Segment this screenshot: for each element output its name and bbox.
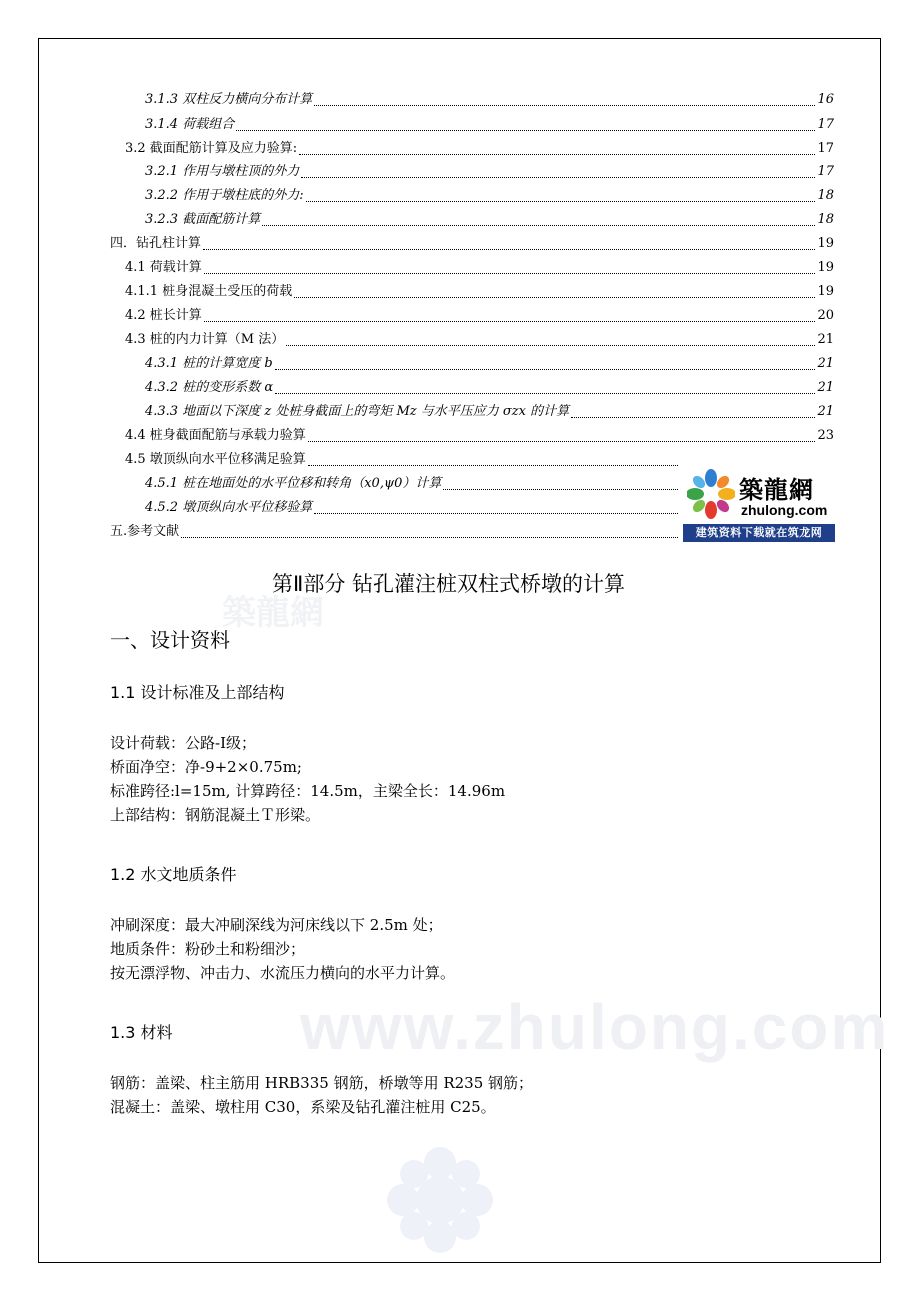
toc-entry[interactable]	[125, 426, 834, 446]
logo-domain: zhulong.com	[741, 502, 828, 518]
text-line: 按无漂浮物、冲击力、水流压力横向的水平力计算。	[110, 964, 456, 982]
toc-title: 3.1.4 荷载组合	[145, 117, 235, 132]
toc-entry[interactable]	[110, 234, 834, 254]
logo-flower-icon	[687, 468, 735, 520]
part-title: 第Ⅱ部分 钻孔灌注桩双柱式桥墩的计算	[272, 572, 626, 596]
toc-entry[interactable]	[110, 522, 680, 542]
toc-title: 4.3.3 地面以下深度 z 处桩身截面上的弯矩 Mz 与水平压应力 σzx 的计算	[145, 404, 570, 419]
toc-page: 19	[817, 236, 834, 251]
text-line: 冲刷深度：最大冲刷深线为河床线以下 2.5m 处；	[110, 916, 443, 934]
toc-page: 19	[817, 260, 834, 275]
section-title: 一、设计资料	[110, 628, 230, 652]
zhulong-logo[interactable]	[683, 464, 835, 542]
text-line: 桥面净空：净-9+2×0.75m;	[110, 758, 302, 776]
toc-page: 21	[817, 380, 834, 395]
toc-page: 19	[817, 284, 834, 299]
subsection-title: 1.1 设计标准及上部结构	[110, 683, 285, 702]
toc-title: 4.1 荷载计算	[125, 260, 202, 275]
text-line: 地质条件：粉砂土和粉细沙；	[110, 940, 306, 958]
watermark-url: www.zhulong.com	[300, 991, 890, 1063]
text-line: 上部结构：钢筋混凝土Ｔ形梁。	[110, 806, 321, 824]
toc-entry[interactable]	[145, 402, 834, 422]
text-line: 混凝土：盖梁、墩柱用 C30，系梁及钻孔灌注桩用 C25。	[110, 1098, 496, 1116]
toc-title: 3.2.1 作用与墩柱顶的外力	[145, 164, 300, 179]
toc-title: 3.2 截面配筋计算及应力验算:	[125, 141, 298, 156]
toc-entry[interactable]	[145, 378, 834, 398]
paragraph	[110, 1071, 533, 1119]
toc-title: 五.参考文献	[110, 524, 180, 539]
logo-slogan: 建筑资料下载就在筑龙网	[683, 524, 835, 542]
toc-entry[interactable]	[145, 474, 680, 494]
toc-entry[interactable]	[125, 306, 834, 326]
text-line: 标准跨径:l=15m, 计算跨径：14.5m，主梁全长：14.96m	[110, 782, 506, 800]
toc-entry[interactable]	[145, 115, 834, 135]
text-line: 钢筋：盖梁、柱主筋用 HRB335 钢筋，桥墩等用 R235 钢筋；	[110, 1074, 534, 1092]
toc-title: 3.2.2 作用于墩柱底的外力:	[145, 188, 304, 203]
toc-entry[interactable]	[145, 90, 834, 110]
toc-title: 4.4 桩身截面配筋与承载力验算	[125, 428, 306, 443]
subsection-title: 1.2 水文地质条件	[110, 865, 237, 884]
toc-title: 3.1.3 双柱反力横向分布计算	[145, 92, 313, 107]
toc-title: 4.3.1 桩的计算宽度 b	[145, 356, 273, 371]
toc-entry[interactable]	[125, 450, 680, 470]
toc-title: 4.5 墩顶纵向水平位移满足验算	[125, 452, 306, 467]
toc-entry[interactable]	[125, 282, 834, 302]
toc-title: 4.2 桩长计算	[125, 308, 202, 323]
toc-entry[interactable]	[125, 139, 834, 159]
toc-page: 16	[817, 92, 834, 107]
subsection-title: 1.3 材料	[110, 1023, 173, 1042]
toc-entry[interactable]	[145, 162, 834, 182]
toc-entry[interactable]	[145, 210, 834, 230]
toc-title: 4.5.2 墩顶纵向水平位移验算	[145, 500, 313, 515]
toc-page: 21	[817, 404, 834, 419]
toc-title: 3.2.3 截面配筋计算	[145, 212, 261, 227]
paragraph	[110, 913, 455, 985]
toc-entry[interactable]	[125, 330, 834, 350]
toc-page: 20	[817, 308, 834, 323]
toc-title: 4.5.1 桩在地面处的水平位移和转角（x0,ψ0）计算	[145, 476, 442, 491]
toc-title: 四．钻孔柱计算	[110, 236, 202, 251]
logo-name: 築龍網	[739, 476, 814, 504]
toc-page: 23	[817, 428, 834, 443]
toc-entry[interactable]	[145, 354, 834, 374]
toc-page: 18	[817, 212, 834, 227]
toc-title: 4.1.1 桩身混凝土受压的荷载	[125, 284, 293, 299]
toc-page: 18	[817, 188, 834, 203]
watermark-mark: 築龍網	[222, 593, 324, 633]
watermark-flower-icon	[385, 1145, 495, 1255]
toc-page: 21	[817, 356, 834, 371]
toc-entry[interactable]	[125, 258, 834, 278]
toc-page: 17	[817, 117, 834, 132]
toc-title: 4.3.2 桩的变形系数 α	[145, 380, 274, 395]
toc-entry[interactable]	[145, 498, 680, 518]
toc-entry[interactable]	[145, 186, 834, 206]
toc-page: 21	[817, 332, 834, 347]
paragraph	[110, 731, 505, 827]
toc-page: 17	[817, 164, 834, 179]
text-line: 设计荷载：公路-Ⅰ级；	[110, 734, 256, 752]
toc-page: 17	[817, 141, 834, 156]
toc-title: 4.3 桩的内力计算（M 法）	[125, 332, 285, 347]
